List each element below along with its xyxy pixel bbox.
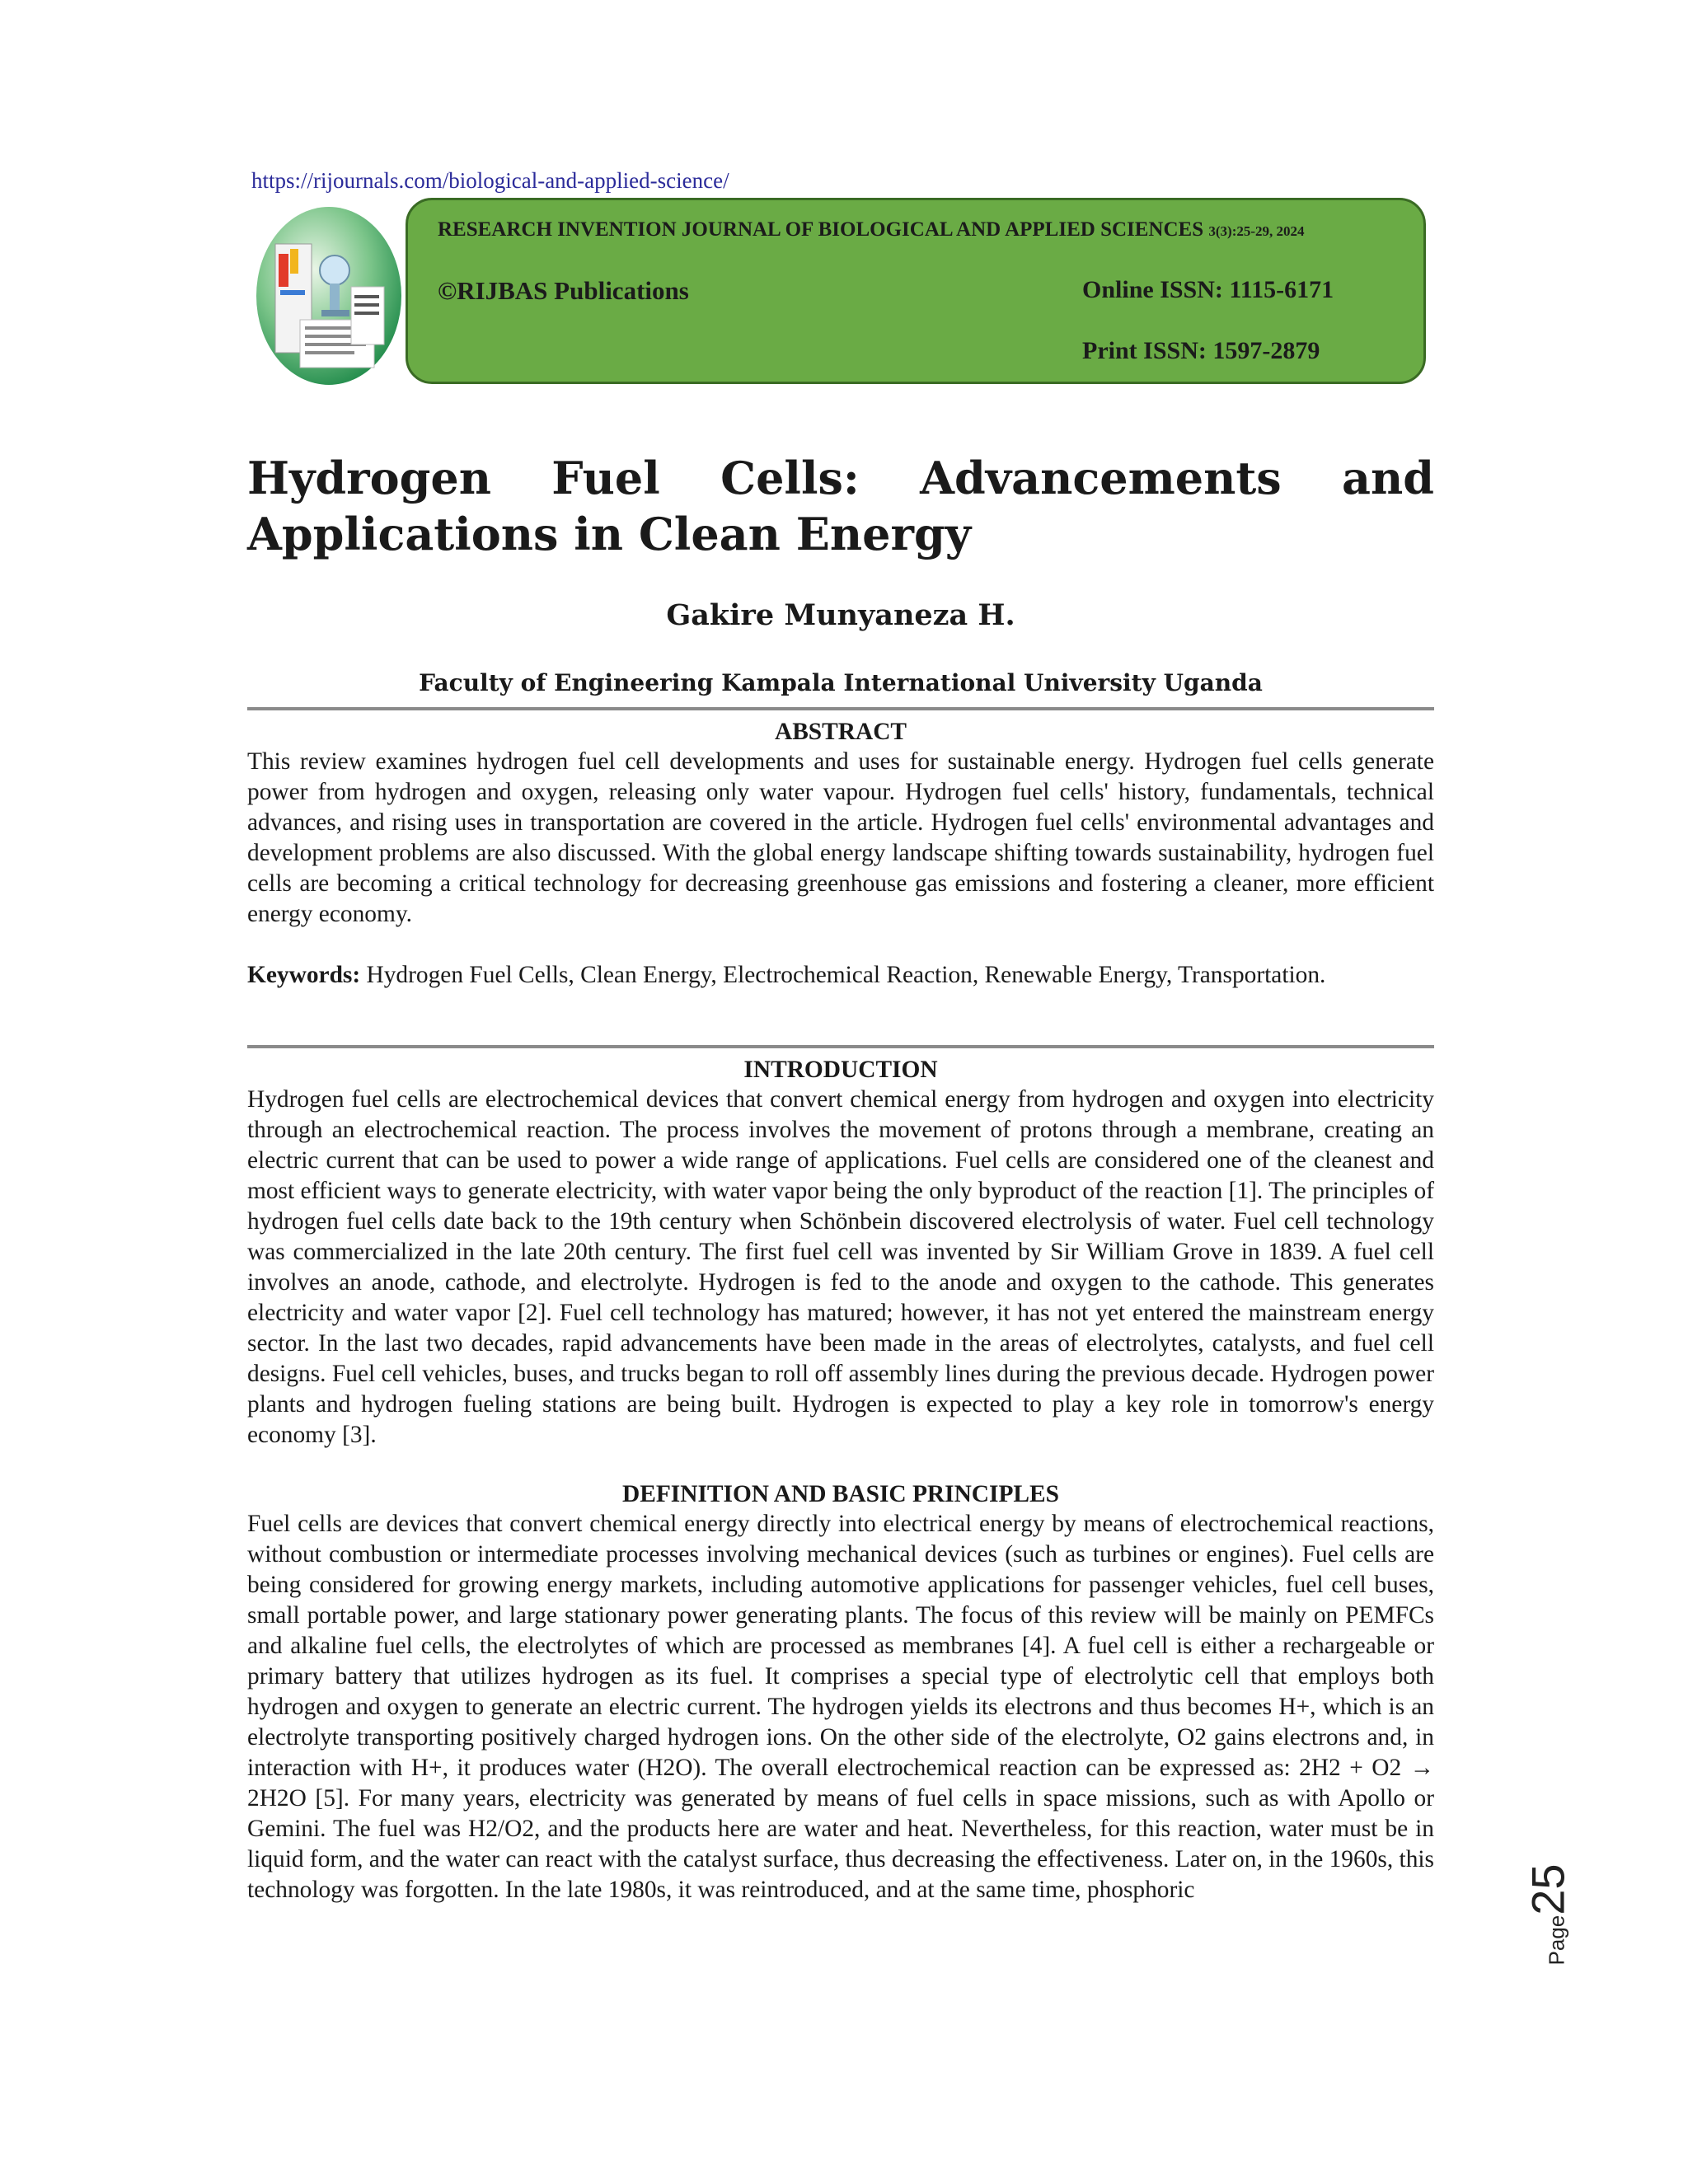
affiliation: Faculty of Engineering Kampala International University Uganda bbox=[419, 669, 1263, 696]
introduction-text: Hydrogen fuel cells are electrochemical devices that convert chemical energy from hydrogen and oxygen into electricity through an electrochemical reaction. The process involves the movement of protons through a membrane, creating an electric current that can be used to power a wide range of applications. Fuel cells are considered one of the cleanest and most efficient ways to generate electricity, with water vapor being the only byproduct of the reaction [1]. The principles of hydrogen fuel cells date back to the 19th century when Schönbein discovered electrolysis of water. Fuel cell technology was commercialized in the late 20th century. The first fuel cell was invented by Sir William Grove in 1839. A fuel cell involves an anode, cathode, and electrolyte. Hydrogen is fed to the anode and oxygen to the cathode. This generates electricity and water vapor [2]. Fuel cell technology has matured; however, it has not yet entered the mainstream energy sector. In the last two decades, rapid advancements have been made in the areas of electrolytes, catalysts, and fuel cell designs. Fuel cell vehicles, buses, and trucks began to roll off assembly lines during the previous decade. Hydrogen power plants and hydrogen fueling stations are being built. Hydrogen is expected to play a key role in tomorrow's energy economy [3]. bbox=[247, 1086, 1434, 1448]
journal-banner bbox=[406, 198, 1426, 384]
page-label: Page bbox=[1544, 1915, 1569, 1966]
author: Gakire Munyaneza H. bbox=[666, 598, 1015, 632]
journal-title: RESEARCH INVENTION JOURNAL OF BIOLOGICAL AND APPLIED SCIENCES 3(3):25-29, 2024 bbox=[438, 218, 1305, 241]
page-number bbox=[1515, 1853, 1581, 1976]
keywords-label: Keywords: bbox=[247, 962, 361, 988]
journal-url[interactable]: https://rijournals.com/biological-and-applied-science/ bbox=[251, 168, 729, 193]
abstract-text: This review examines hydrogen fuel cell developments and uses for sustainable energy. Hydrogen fuel cells generate power from hydrogen and oxygen, releasing only water vapour. Hydrogen fuel cells' history, fundamentals, technical advances, and rising uses in transportation are covered in the article. Hydrogen fuel cells' environmental advantages and development problems are also discussed. With the global energy landscape shifting towards sustainability, hydrogen fuel cells are becoming a critical technology for decreasing greenhouse gas emissions and fostering a cleaner, more efficient energy economy. bbox=[247, 748, 1434, 927]
definition-text: Fuel cells are devices that convert chemical energy directly into electrical energy by means of electrochemical reactions, without combustion or intermediate processes involving mechanical devices (such as turbines or engines). Fuel cells are being considered for growing energy markets, including automotive applications for passenger vehicles, fuel cell buses, small portable power, and large stationary power generating plants. The focus of this review will be mainly on PEMFCs and alkaline fuel cells, the electrolytes of which are processed as membranes [4]. A fuel cell is either a rechargeable or primary battery that utilizes hydrogen as its fuel. It comprises a special type of electrolytic cell that employs both hydrogen and oxygen to generate an electric current. The hydrogen yields its electrons and thus becomes H+, which is an electrolyte transporting positively charged hydrogen ions. On the other side of the electrolyte, O2 gains electrons and, in interaction with H+, it produces water (H2O). The overall electrochemical reaction can be expressed as: 2H2 + O2 → 2H2O [5]. For many years, electricity was generated by means of fuel cells in space missions, such as with Apollo or Gemini. The fuel was H2/O2, and the products here are water and heat. Nevertheless, for this reaction, water must be in liquid form, and the water can react with the catalyst surface, thus decreasing the effectiveness. Later on, in the 1960s, this technology was forgotten. In the late 1980s, it was reintroduced, and at the same time, phosphoric bbox=[247, 1511, 1434, 1903]
divider-bottom bbox=[247, 1045, 1434, 1048]
print-issn: Print ISSN: 1597-2879 bbox=[1082, 337, 1320, 364]
online-issn: Online ISSN: 1115-6171 bbox=[1082, 276, 1334, 303]
definition-heading: DEFINITION AND BASIC PRINCIPLES bbox=[622, 1481, 1059, 1507]
publisher: ©RIJBAS Publications bbox=[438, 276, 689, 305]
journal-logo bbox=[252, 204, 406, 387]
keywords-text: Hydrogen Fuel Cells, Clean Energy, Electrochemical Reaction, Renewable Energy, Transportation. bbox=[366, 962, 1326, 988]
article-title: Hydrogen Fuel Cells: Advancements and Applications in Clean Energy bbox=[247, 452, 1434, 560]
journal-citation: 3(3):25-29, 2024 bbox=[1208, 223, 1305, 239]
introduction-heading: INTRODUCTION bbox=[743, 1057, 938, 1083]
divider-top bbox=[247, 707, 1434, 710]
keywords bbox=[247, 960, 1434, 991]
abstract-heading: ABSTRACT bbox=[774, 719, 907, 745]
page-number-value: 25 bbox=[1522, 1863, 1574, 1915]
